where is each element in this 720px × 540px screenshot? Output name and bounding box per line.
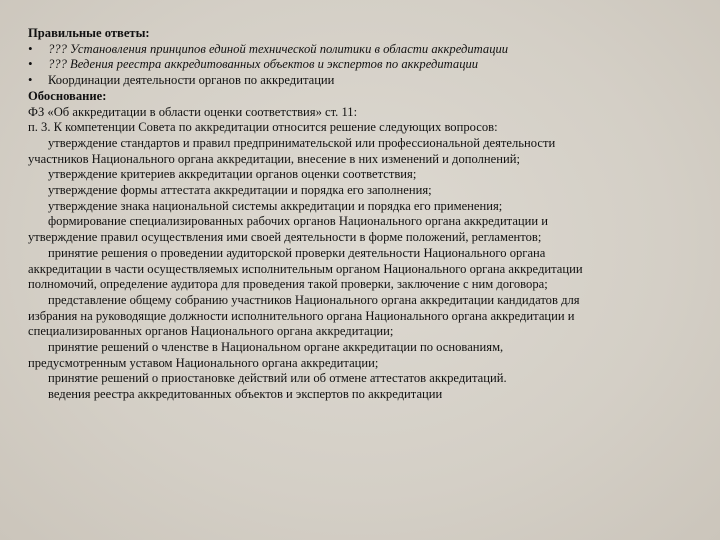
answers-heading: Правильные ответы: [28,26,150,40]
basis-line: утверждение формы аттестата аккредитации и порядка его заполнения; [48,183,432,198]
basis-line: полномочий, определение аудитора для проведения такой проверки, заключение с ним договора; [28,277,548,292]
basis-line: утверждение стандартов и правил предпринимательской или профессиональной деятельности [48,135,556,150]
answer-item [28,42,696,58]
basis-line: формирование специализированных рабочих органов Национального органа аккредитации и [48,214,549,229]
basis-line: принятие решения о проведении аудиторской проверки деятельности Национального органа [48,245,546,260]
answer-item [28,73,696,89]
answer-text: ??? Ведения реестра аккредитованных объектов и экспертов по аккредитации [48,57,479,72]
basis-line: ведения реестра аккредитованных объектов и экспертов по аккредитации [48,387,443,402]
basis-line: принятие решений о приостановке действий или об отмене аттестатов аккредитаций. [48,371,507,386]
law-reference: ФЗ «Об аккредитации в области оценки соответствия» ст. 11: [28,104,358,119]
basis-line: представление общему собранию участников Национального органа аккредитации кандидатов для [48,292,580,307]
slide-content [28,26,696,403]
basis-line: участников Национального органа аккредитации, внесение в них изменений и дополнений; [28,151,520,166]
basis-line: утверждение критериев аккредитации органов оценки соответствия; [48,167,417,182]
bullet-icon: • [28,57,33,72]
basis-line: утверждение правил осуществления ими своей деятельности в форме положений, регламентов; [28,230,542,245]
basis-line: принятие решений о членстве в Национальном органе аккредитации по основаниям, [48,340,504,355]
answer-item [28,57,696,73]
paragraph-intro: п. 3. К компетенции Совета по аккредитации относится решение следующих вопросов: [28,120,498,135]
basis-line: избрания на руководящие должности исполнительного органа Национального органа аккредитации и [28,308,575,323]
bullet-icon: • [28,73,33,88]
bullet-icon: • [28,41,33,56]
answer-text: ??? Установления принципов единой технической политики в области аккредитации [48,41,509,56]
basis-line: специализированных органов Национального органа аккредитации; [28,324,394,339]
basis-line: утверждение знака национальной системы аккредитации и порядка его применения; [48,198,503,213]
basis-line: предусмотренным уставом Национального органа аккредитации; [28,355,379,370]
basis-heading: Обоснование: [28,88,107,103]
answer-text: Координации деятельности органов по аккредитации [48,73,335,88]
basis-line: аккредитации в части осуществляемых исполнительным органом Национального органа аккредитации [28,261,583,276]
